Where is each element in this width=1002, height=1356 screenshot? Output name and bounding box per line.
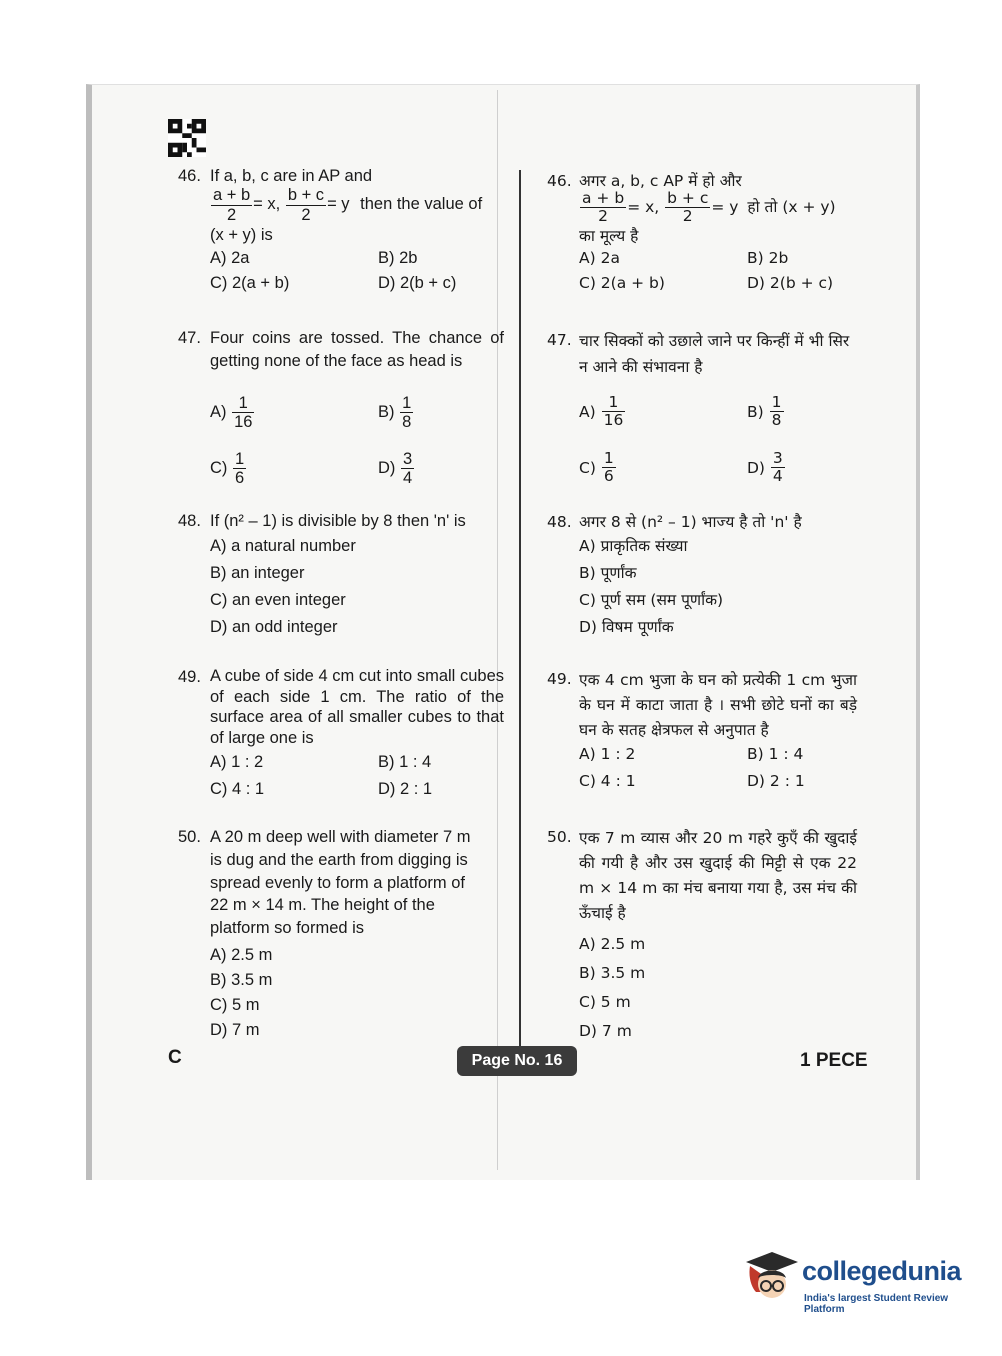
option-c: C) $\frac{1}{6}$ (579, 449, 614, 486)
question-text: A cube of side 4 cm cut into small cubes of each side 1 cm. The ratio of the surface area of all smaller cubes to that of large one is (210, 667, 504, 747)
option-d: D) 2(b + c) (378, 274, 457, 293)
option-a: A) 2a (579, 249, 620, 268)
option-c: C) 2(a + b) (579, 274, 665, 293)
question-49-en (178, 666, 504, 805)
fraction: $\frac{a + b}{2}$ (213, 186, 251, 224)
option-c: C) पूर्ण सम (सम पूर्णांक) (579, 591, 724, 609)
question-text: एक 7 m व्यास और 20 m गहरे कुएँ की खुदाई की गयी है और उस खुदाई की मिट्टी से एक 22 m × 14 m का मंच बनाया गया है, उस मंच की ऊँचाई है (579, 829, 857, 923)
option-d: D) $\frac{3}{4}$ (747, 449, 783, 486)
question-text: अगर 8 से (n² – 1) भाज्य है तो 'n' है (579, 513, 802, 531)
option-b: B) पूर्णांक (579, 564, 637, 582)
option-b: B) 1 : 4 (747, 745, 804, 764)
question-number: 47. (178, 329, 201, 347)
question-50-en (178, 826, 494, 1043)
graduate-mascot-icon (742, 1248, 800, 1310)
question-number: 50. (547, 828, 572, 846)
option-a: A) $\frac{1}{16}$ (579, 393, 624, 430)
question-46-hi: 46. अगर a, b, c AP में हो और $\frac{a + b}{2}$ = x, $\frac{b + c}{2}$ = y हो तो (x + y) का मूल्य है A) 2a B) 2b C) 2(a + b) D) 2(b + c) (547, 170, 847, 299)
fraction: $\frac{b + c}{2}$ (287, 186, 325, 224)
question-number: 46. (547, 172, 572, 190)
question-number: 48. (178, 512, 201, 530)
question-text: If a, b, c are in AP and (210, 167, 373, 185)
option-a: A) 2.5 m (210, 945, 273, 964)
question-number: 50. (178, 828, 201, 846)
question-text: A 20 m deep well with diameter 7 m is dug and the earth from digging is spread evenly to form a platform of 22 m × 14 m. The height of the platform so formed is (210, 828, 471, 938)
option-c: C) $\frac{1}{6}$ (210, 449, 245, 487)
option-b: B) 3.5 m (579, 964, 646, 983)
question-48-en (178, 510, 498, 641)
option-d: D) $\frac{3}{4}$ (378, 449, 413, 487)
option-a: A) $\frac{1}{16}$ (210, 393, 253, 431)
option-c: C) 5 m (579, 993, 631, 1012)
question-47-en (178, 327, 504, 504)
question-text: चार सिक्कों को उछाले जाने पर किन्हीं में भी सिर न आने की संभावना है (579, 332, 850, 376)
option-a: A) प्राकृतिक संख्या (579, 537, 688, 555)
question-text: Four coins are tossed. The chance of getting none of the face as head is (210, 329, 504, 371)
question-number: 49. (178, 668, 201, 686)
option-d: D) 2(b + c) (747, 274, 834, 293)
option-b: B) 2b (378, 249, 418, 268)
fraction: $\frac{b + c}{2}$ (667, 189, 709, 226)
question-46-en: 46. If a, b, c are in AP and $\frac{a + b}{2}$ = x, $\frac{b + c}{2}$ = y then the value of (x + y) is A) 2a B) 2b C) 2(a + b) D) 2(b + c) (178, 165, 498, 299)
option-a: A) 1 : 2 (210, 752, 264, 771)
option-d: D) विषम पूर्णांक (579, 618, 674, 636)
column-divider (519, 170, 521, 1050)
option-b: B) 1 : 4 (378, 752, 432, 771)
booklet-series: C (168, 1047, 182, 1068)
option-d: D) an odd integer (210, 618, 338, 637)
option-a: A) 2a (210, 249, 250, 268)
question-text: If (n² – 1) is divisible by 8 then 'n' is (210, 512, 466, 530)
option-c: C) an even integer (210, 591, 346, 610)
page-number: Page No. 16 (457, 1046, 577, 1076)
option-b: B) 3.5 m (210, 970, 273, 989)
question-48-hi (547, 511, 857, 641)
option-d: D) 2 : 1 (747, 772, 805, 791)
question-number: 47. (547, 331, 572, 349)
collegedunia-logo (742, 1248, 972, 1314)
option-c: C) 4 : 1 (579, 772, 636, 791)
question-text: एक 4 cm भुजा के घन को प्रत्येकी 1 cm भुजा के घन में काटा जाता है । सभी छोटे घनों का बड़े घन के सतह क्षेत्रफल से अनुपात है (579, 671, 857, 740)
option-b: B) $\frac{1}{8}$ (378, 393, 412, 431)
option-c: C) 5 m (210, 995, 260, 1014)
question-47-hi (547, 329, 857, 504)
option-a: A) 2.5 m (579, 935, 646, 954)
option-c: C) 4 : 1 (210, 779, 265, 798)
option-d: D) 7 m (210, 1020, 260, 1039)
option-b: B) an integer (210, 564, 305, 583)
question-text: अगर a, b, c AP में हो और (579, 172, 742, 190)
brand-tagline: India's largest Student Review Platform (804, 1293, 949, 1315)
question-number: 49. (547, 670, 572, 688)
question-number: 48. (547, 513, 572, 531)
brand-name: collegedunia (802, 1256, 962, 1286)
option-c: C) 2(a + b) (210, 274, 290, 293)
option-b: B) $\frac{1}{8}$ (747, 393, 782, 430)
fraction: $\frac{a + b}{2}$ (582, 189, 625, 226)
question-number: 46. (178, 167, 201, 185)
question-50-hi (547, 826, 857, 1046)
option-d: D) 7 m (579, 1022, 632, 1041)
option-a: A) 1 : 2 (579, 745, 636, 764)
paper-code: 1 PECE (800, 1050, 868, 1071)
option-a: A) a natural number (210, 537, 356, 556)
option-b: B) 2b (747, 249, 789, 268)
question-49-hi (547, 668, 857, 797)
qr-code-icon (168, 119, 206, 157)
option-d: D) 2 : 1 (378, 779, 433, 798)
